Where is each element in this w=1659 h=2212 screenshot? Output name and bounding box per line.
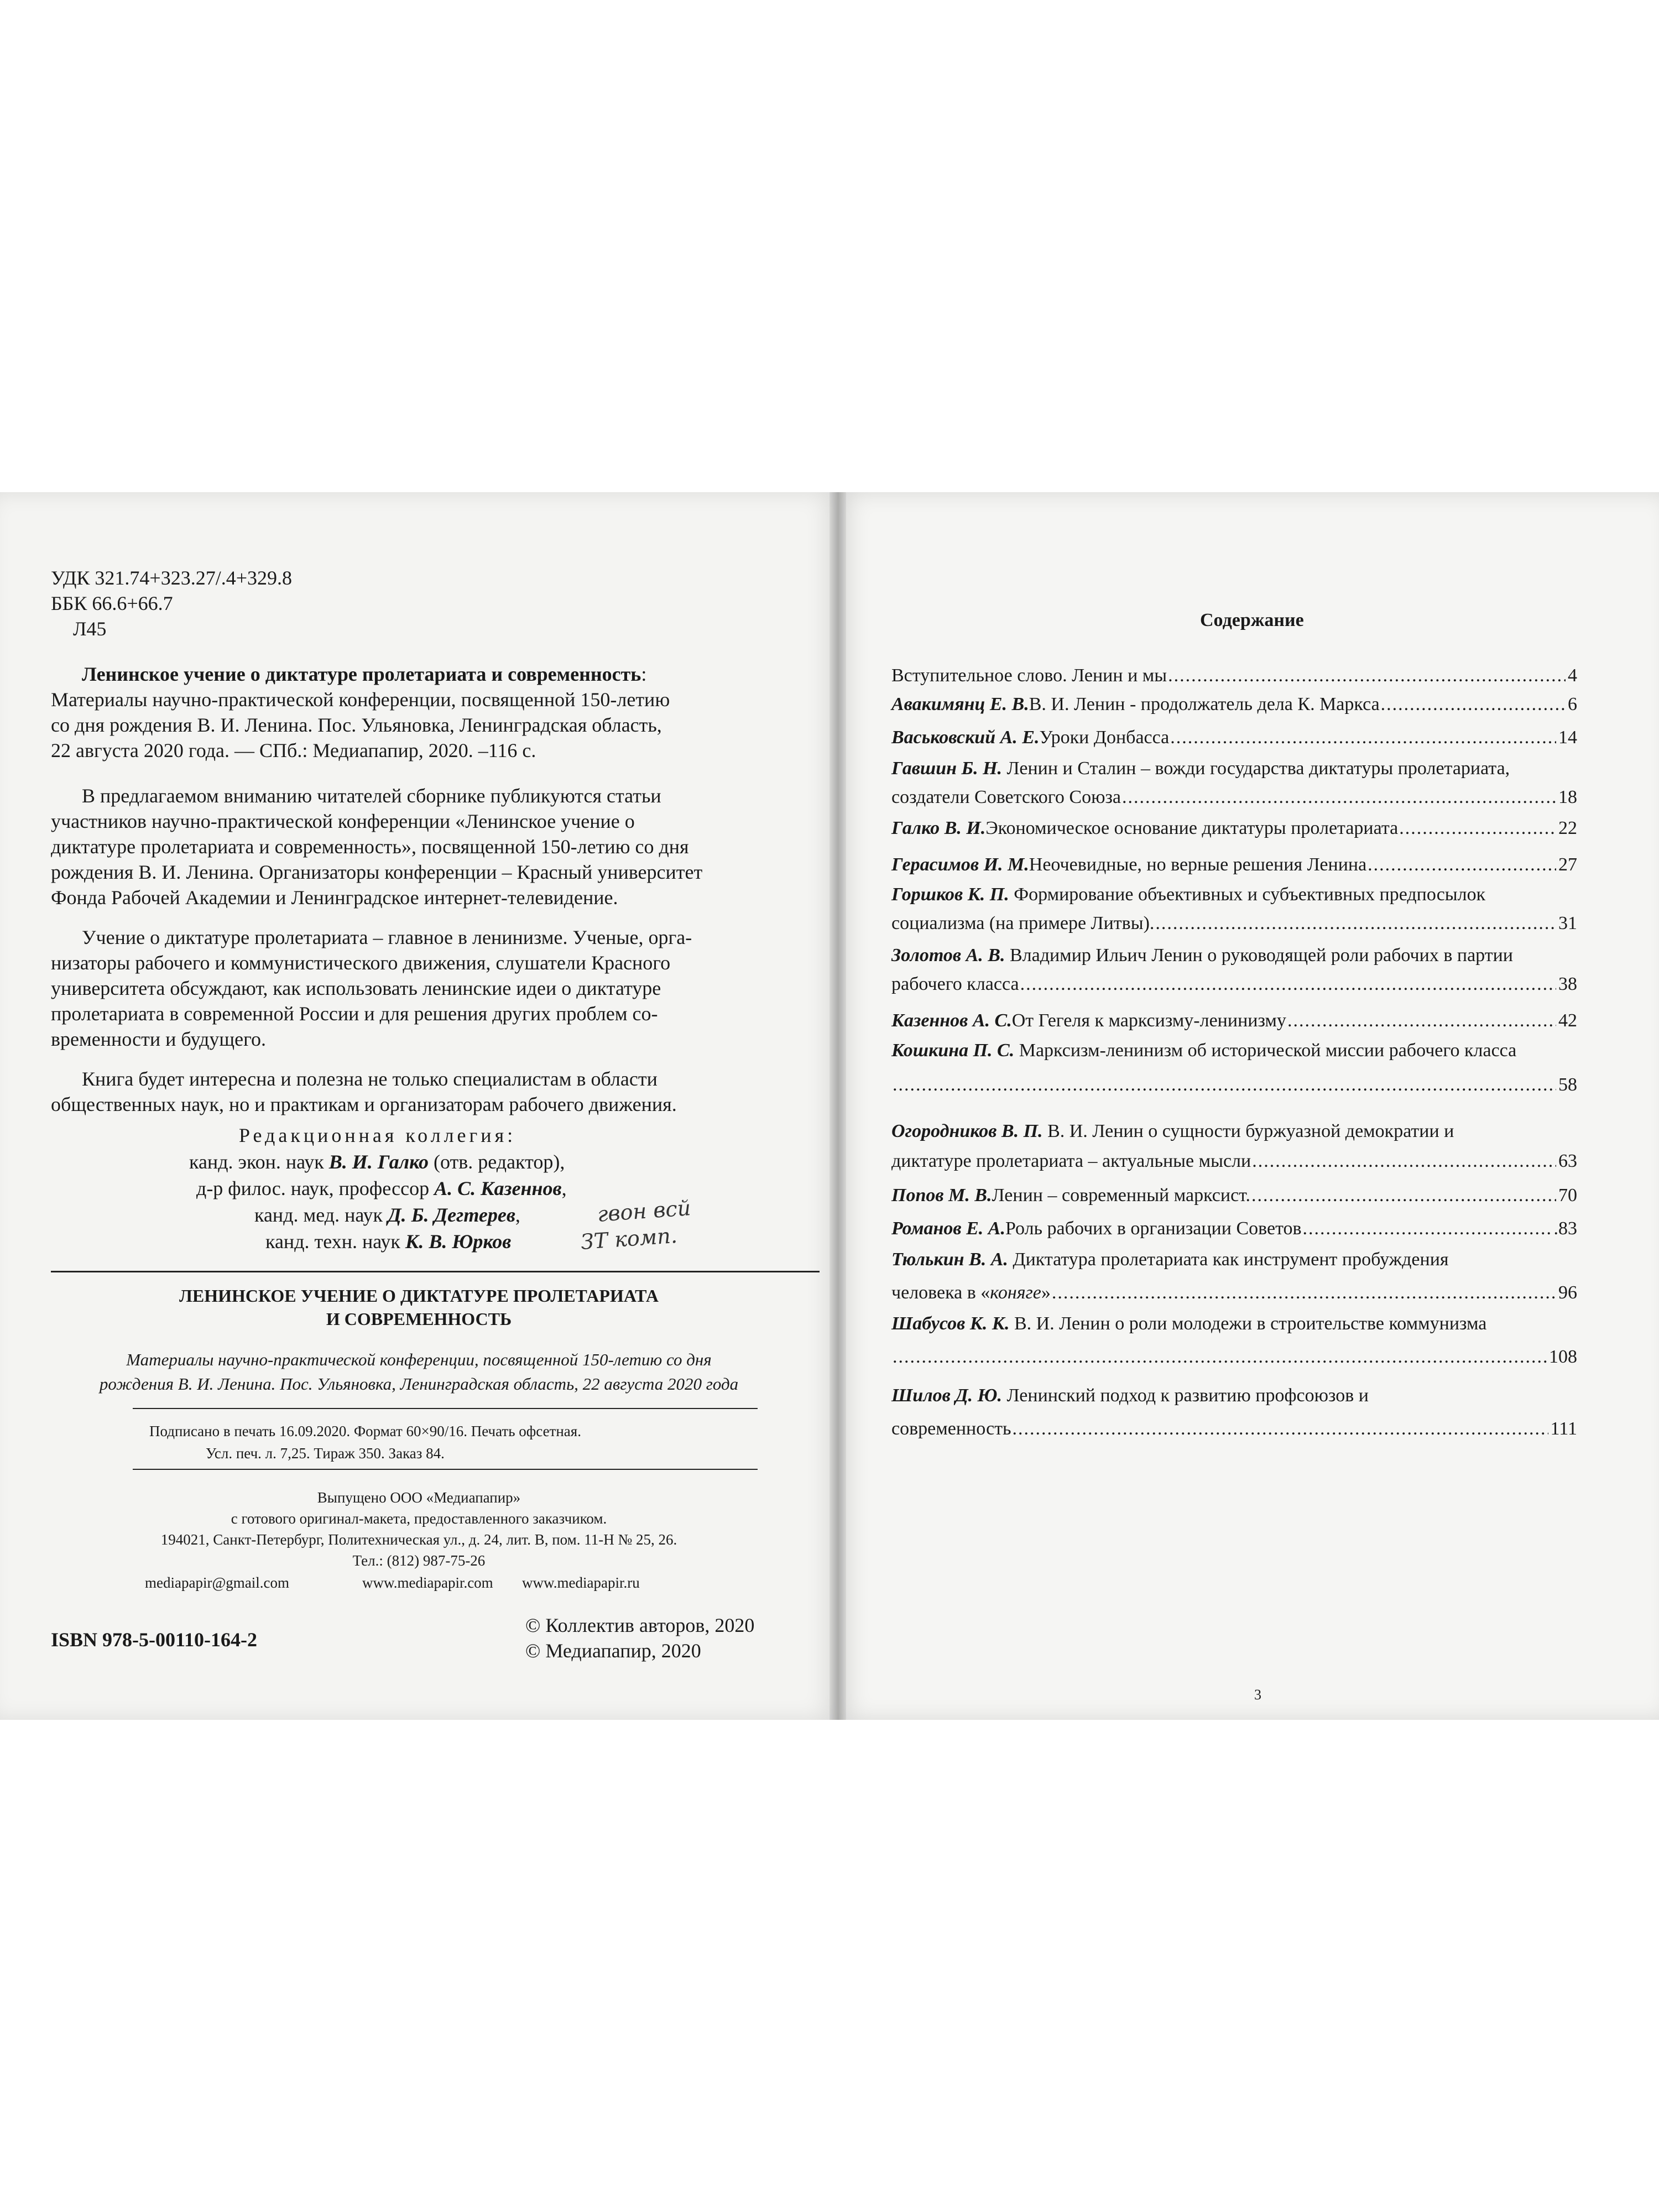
print-info: Подписано в печать 16.09.2020. Формат 60×90/16. Печать офсетная. [149,1423,581,1439]
annotation-line: Фонда Рабочей Академии и Ленинградское интернет-телевидение. [51,886,618,909]
colophon-title: И СОВРЕМЕННОСТЬ [326,1309,512,1329]
annotation-line: Книга будет интересна и полезна не только специалистам в области [82,1068,658,1090]
divider [133,1408,758,1409]
toc-entry: Вступительное слово. Ленин и мы ..... 4 [891,664,1577,688]
divider [51,1271,820,1272]
annotation-line: общественных наук, но и практикам и организаторам рабочего движения. [51,1093,677,1115]
publisher-site: www.mediapapir.com [362,1574,493,1591]
publisher-email: mediapapir@gmail.com [145,1574,290,1591]
colophon-title: ЛЕНИНСКОЕ УЧЕНИЕ О ДИКТАТУРЕ ПРОЛЕТАРИАТА [179,1286,659,1306]
copyright: © Медиапапир, 2020 [525,1640,701,1662]
annotation-line: рождения В. И. Ленина. Организаторы конференции – Красный университет [51,861,703,883]
toc-entry: Авакимянц Е. В. В. И. Ленин - продолжатель дела К. Маркса ..... 6 [891,692,1577,717]
annotation-line: В предлагаемом вниманию читателей сборнике публикуются статьи [82,785,661,807]
bib-line: Материалы научно-практической конференции, посвященной 150-летию [51,688,670,711]
annotation-line: пролетариата в современной России и для решения других проблем со- [51,1003,658,1025]
publisher-site: www.mediapapir.ru [522,1574,640,1591]
copyright: © Коллектив авторов, 2020 [525,1614,755,1636]
publisher-line: Тел.: (812) 987-75-26 [352,1552,486,1569]
toc-entry: Казеннов А. С. От Гегеля к марксизму-ленинизму ..... 42 [891,1009,1577,1033]
annotation-line: диктатуре пролетариата и современность», посвященной 150-летию со дня [51,836,689,858]
toc-entry: Гавшин Б. Н. Ленин и Сталин – вожди государства диктатуры пролетариата, [891,758,1510,779]
toc-entry: Шилов Д. Ю. Ленинский подход к развитию профсоюзов и [891,1385,1369,1406]
board-member: д-р филос. наук, профессор А. С. Казеннов, [196,1177,567,1199]
annotation-line: низаторы рабочего и коммунистического движения, слушатели Красного [51,952,671,974]
annotation-line: участников научно-практической конференции «Ленинское учение о [51,810,635,832]
page-number: 3 [1254,1687,1261,1703]
toc-entry: Герасимов И. М. Неочевидные, но верные решения Ленина ..... 27 [891,853,1577,877]
udk-code: УДК 321.74+323.27/.4+329.8 [51,567,293,589]
toc-heading: Содержание [1200,610,1304,630]
toc-entry: Васьковский А. Е. Уроки Донбасса ..... 14 [891,726,1577,750]
toc-entry: Тюлькин В. А. Диктатура пролетариата как инструмент пробуждения [891,1249,1449,1270]
toc-entry: Огородников В. П. В. И. Ленин о сущности буржуазной демократии и [891,1121,1454,1141]
toc-entry-continuation: ..... 58 [891,1073,1577,1097]
toc-entry: Кошкина П. С. Марксизм-ленинизм об исторической миссии рабочего класса [891,1040,1517,1061]
divider [133,1469,758,1470]
toc-entry: Золотов А. В. Владимир Ильич Ленин о руководящей роли рабочих в партии [891,945,1513,966]
toc-entry-continuation: диктатуре пролетариата – актуальные мысли ..... 63 [891,1149,1577,1173]
editorial-board-heading: Редакционная коллегия: [239,1124,517,1146]
toc-entry: Романов Е. А. Роль рабочих в организации Советов ..... .83 [891,1217,1577,1241]
bib-title: Ленинское учение о диктатуре пролетариата и современность [82,663,641,685]
print-info: Усл. печ. л. 7,25. Тираж 350. Заказ 84. [206,1445,445,1462]
toc-entry-continuation: социализма (на примере Литвы). ..... 31 [891,911,1577,936]
toc-entry-continuation: создатели Советского Союза ..... 18 [891,785,1577,810]
board-member: канд. мед. наук Д. Б. Дегтерев, [254,1204,520,1226]
toc-entry-continuation: ..... 108 [891,1345,1577,1369]
colophon-subtitle: Материалы научно-практической конференции, посвященной 150-летию со дня [126,1350,712,1369]
toc-entry: Горшков К. П. Формирование объективных и субъективных предпосылок [891,884,1486,905]
annotation-line: Учение о диктатуре пролетариата – главное в ленинизме. Ученые, орга- [82,926,692,948]
bleed-through-text [921,553,926,581]
handwritten-note: гвон всй [596,1196,692,1227]
annotation-line: университета обсуждают, как использовать ленинские идеи о диктатуре [51,977,661,999]
toc-entry-continuation: человека в « коняге » ..... 96 [891,1281,1577,1305]
handwritten-note: ЗТ комп. [580,1223,679,1255]
colophon-subtitle: рождения В. И. Ленина. Пос. Ульяновка, Ленинградская область, 22 августа 2020 года [99,1374,739,1394]
isbn: ISBN 978-5-00110-164-2 [51,1629,258,1651]
bib-first-line: Ленинское учение о диктатуре пролетариата и современность: [82,663,647,685]
bbk-code: ББК 66.6+66.7 [51,592,173,614]
bib-line: со дня рождения В. И. Ленина. Пос. Ульяновка, Ленинградская область, [51,714,662,736]
board-member: канд. техн. наук К. В. Юрков [265,1230,512,1253]
author-mark: Л45 [73,618,107,640]
toc-entry: Попов М. В. Ленин – современный марксист. ..... 70 [891,1183,1577,1208]
publisher-line: с готового оригинал-макета, предоставленного заказчиком. [231,1510,607,1527]
publisher-line: Выпущено ООО «Медиапапир» [317,1489,521,1506]
board-member: канд. экон. наук В. И. Галко (отв. редактор), [189,1151,565,1173]
toc-entry-continuation: современность ..... 111 [891,1417,1577,1441]
publisher-line: 194021, Санкт-Петербург, Политехническая ул., д. 24, лит. В, пом. 11-Н № 25, 26. [160,1531,677,1548]
annotation-line: временности и будущего. [51,1028,266,1050]
toc-entry: Галко В. И. Экономическое основание диктатуры пролетариата ..... 22 [891,816,1577,841]
bib-line: 22 августа 2020 года. — СПб.: Медиапапир, 2020. –116 с. [51,739,536,761]
toc-entry: Шабусов К. К. В. И. Ленин о роли молодежи в строительстве коммунизма [891,1313,1487,1334]
toc-entry-continuation: рабочего класса ..... 38 [891,972,1577,997]
